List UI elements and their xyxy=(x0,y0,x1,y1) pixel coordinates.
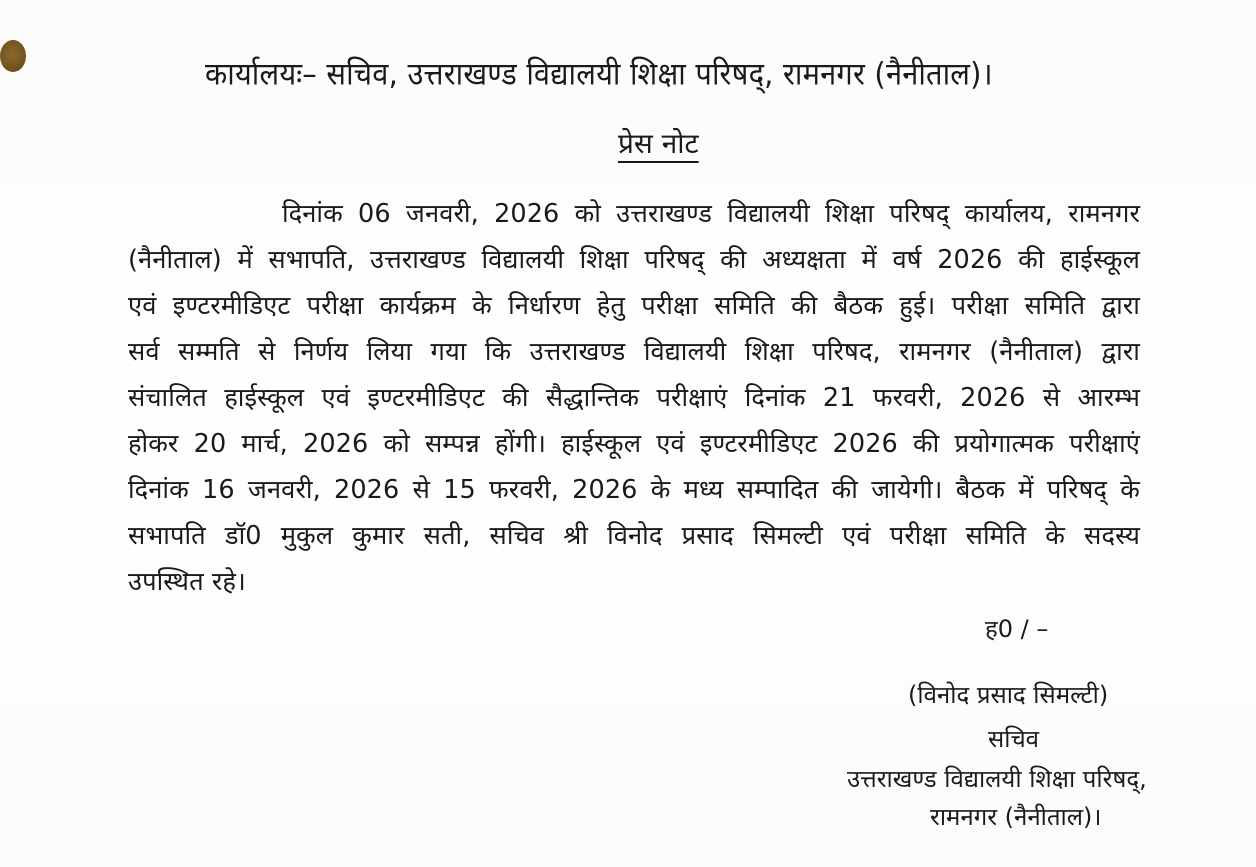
signatory-organization: उत्तराखण्ड विद्यालयी शिक्षा परिषद्, xyxy=(847,765,1147,793)
body-line: होकर 20 मार्च, 2026 को सम्पन्न होंगी। हाईस्कूल एवं इण्टरमीडिएट 2026 की प्रयोगात्मक परीक्षाएं xyxy=(128,429,1140,459)
body-line: (नैनीताल) में सभापति, उत्तराखण्ड विद्यालयी शिक्षा परिषद् की अध्यक्षता में वर्ष 2026 की हाईस्कूल xyxy=(128,245,1140,275)
signatory-designation: सचिव xyxy=(988,725,1040,753)
body-line: सर्व सम्मति से निर्णय लिया गया कि उत्तराखण्ड विद्यालयी शिक्षा परिषद, रामनगर (नैनीताल) द्वारा xyxy=(128,337,1140,367)
body-line: संचालित हाईस्कूल एवं इण्टरमीडिएट की सैद्धान्तिक परीक्षाएं दिनांक 21 फरवरी, 2026 से आरम्भ xyxy=(128,383,1140,413)
punch-hole xyxy=(0,40,26,72)
signatory-location: रामनगर (नैनीताल)। xyxy=(930,803,1102,831)
body-line: सभापति डॉ0 मुकुल कुमार सती, सचिव श्री विनोद प्रसाद सिमल्टी एवं परीक्षा समिति के सदस्य xyxy=(128,521,1140,551)
signatory-name: (विनोद प्रसाद सिमल्टी) xyxy=(908,681,1109,709)
body-line: दिनांक 16 जनवरी, 2026 से 15 फरवरी, 2026 के मध्य सम्पादित की जायेगी। बैठक में परिषद् के xyxy=(128,475,1140,505)
body-line: एवं इण्टरमीडिएट परीक्षा कार्यक्रम के निर्धारण हेतु परीक्षा समिति की बैठक हुई। परीक्षा समिति द्वारा xyxy=(128,291,1140,321)
office-header: कार्यालयः– सचिव, उत्तराखण्ड विद्यालयी शिक्षा परिषद्, रामनगर (नैनीताल)। xyxy=(205,55,993,92)
body-line: दिनांक 06 जनवरी, 2026 को उत्तराखण्ड विद्यालयी शिक्षा परिषद् कार्यालय, रामनगर xyxy=(282,199,1140,229)
document-title: प्रेस नोट xyxy=(618,127,699,160)
signed-mark: ह0 / – xyxy=(985,615,1049,643)
body-line: उपस्थित रहे। xyxy=(128,567,246,597)
